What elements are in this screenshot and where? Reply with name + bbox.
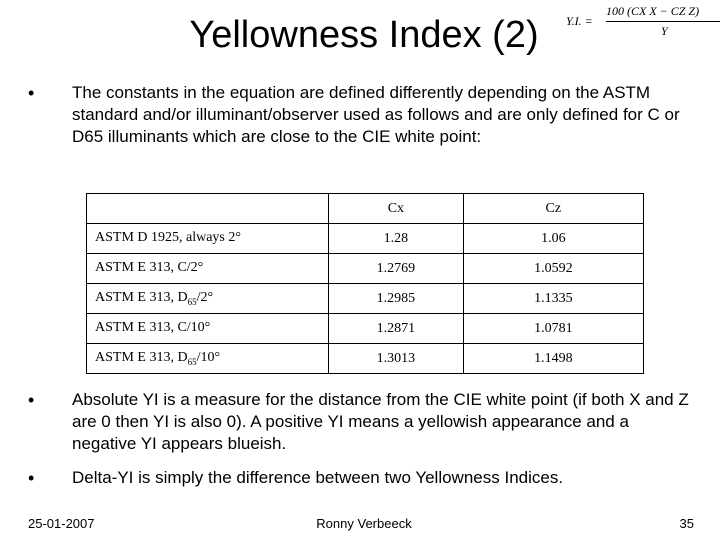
table-cell-label: ASTM E 313, $D_{65}/10^\circ$ [87,344,329,374]
table-cell-cx: 1.2769 [329,254,464,284]
table-cell-cz: 1.06 [463,224,643,254]
table-cell-cx: 1.2871 [329,314,464,344]
footer-date: 25-01-2007 [28,516,95,531]
table-cell-label: ASTM D 1925, always 2° [87,224,329,254]
bullet-dot-icon: • [28,390,35,410]
table-row [87,254,644,284]
table-cell-label: ASTM E 313, C/2° [87,254,329,284]
table-row [87,284,644,314]
bullet-text: The constants in the equation are defined differently depending on the ASTM standard and/or illuminant/observer used as follows and are only defined for C or D65 illuminants which are close to the CIE white point: [72,83,680,146]
table-header-cell [87,194,329,224]
table-cell-cx: 1.2985 [329,284,464,314]
footer-page-number: 35 [679,516,694,531]
table-row [87,314,644,344]
table-row [87,344,644,374]
table-cell-label: ASTM E 313, $D_{65}/2^\circ$ [87,284,329,314]
table-cell-cz: 1.1498 [463,344,643,374]
slide-title: Yellowness Index (2) [189,14,539,56]
table-cell-cz: 1.1335 [463,284,643,314]
formula-lhs: Y.I. = [566,14,593,28]
bullet-text: Delta-YI is simply the difference between two Yellowness Indices. [72,468,564,487]
table-header-row [87,194,644,224]
table-header-cell: Cz [463,194,643,224]
table-header-cell: Cx [329,194,464,224]
yellowness-formula [566,4,726,48]
bullet-dot-icon: • [28,468,35,488]
table-cell-label: ASTM E 313, C/10° [87,314,329,344]
formula-denominator: Y [661,24,668,38]
formula-fraction-bar [606,21,720,22]
table-cell-cz: 1.0592 [463,254,643,284]
footer-author: Ronny Verbeeck [316,516,412,531]
table-cell-cz: 1.0781 [463,314,643,344]
bullet-dot-icon: • [28,83,35,103]
formula-numerator: 100 (CX X − CZ Z) [606,4,700,18]
table-cell-cx: 1.3013 [329,344,464,374]
bullet-text: Absolute YI is a measure for the distance from the CIE white point (if both X and Z are 0 then YI is also 0). A positive YI means a yellowish appearance and a negative YI appears blueish. [72,390,689,453]
table-cell-cx: 1.28 [329,224,464,254]
table-row [87,224,644,254]
constants-table [86,193,644,374]
